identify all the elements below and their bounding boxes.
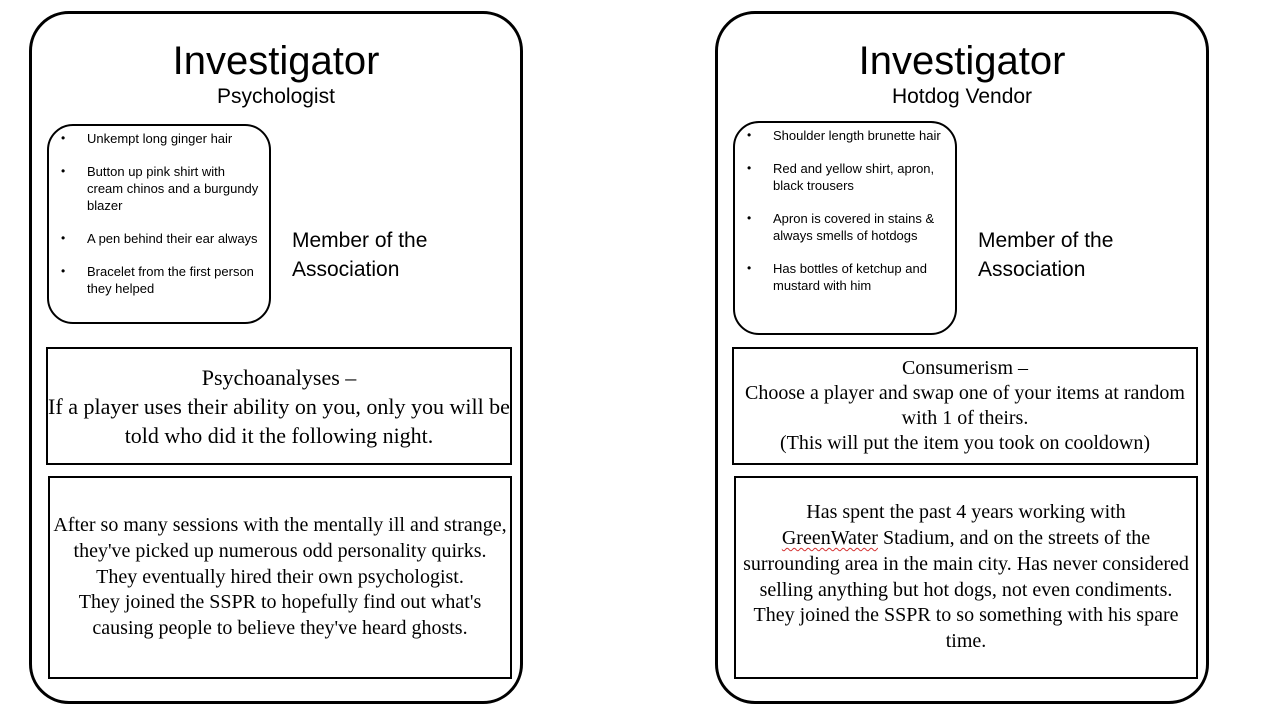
ability-box: [46, 347, 512, 465]
membership-label: Member of the Association: [978, 229, 1114, 281]
trait-item: • Button up pink shirt with cream chinos and a burgundy blazer: [61, 164, 259, 213]
ability-note: (This will put the item you took on cooldown): [780, 432, 1150, 454]
membership-label: Member of the Association: [292, 229, 428, 281]
card-title: Investigator: [858, 39, 1066, 83]
ability-box: [732, 347, 1198, 465]
bio-line: Has spent the past 4 years working with GreenWater Stadium, and on the streets of the surrounding area in the main city. Has never considered selling anything but hot dogs, not even condiments.: [743, 501, 1189, 601]
trait-item: • Has bottles of ketchup and mustard with him: [747, 261, 927, 293]
traits-list: [61, 130, 263, 297]
bio-line: They eventually hired their own psychologist.: [96, 565, 464, 588]
trait-item: • Red and yellow shirt, apron, black trousers: [747, 161, 935, 193]
ability-text: Choose a player and swap one of your items at random with 1 of theirs.: [745, 382, 1185, 429]
bio-line: After so many sessions with the mentally ill and strange, they've picked up numerous odd personality quirks.: [53, 514, 507, 562]
bio-line: They joined the SSPR to hopefully find out what's causing people to believe they've heard ghosts.: [78, 591, 482, 640]
ability-name: Psychoanalyses –: [201, 364, 357, 390]
character-card-psychologist: [29, 11, 523, 704]
trait-item: • Apron is covered in stains & always smells of hotdogs: [747, 211, 935, 243]
trait-item: • Unkempt long ginger hair: [61, 131, 233, 146]
bio-box: [48, 476, 512, 679]
trait-item: • A pen behind their ear always: [61, 231, 258, 246]
bio-box: [734, 476, 1198, 679]
traits-list: [747, 127, 949, 294]
spellcheck-flagged-word: GreenWater: [781, 526, 878, 549]
traits-box: [733, 121, 957, 335]
bio-line: They joined the SSPR to so something with his spare time.: [753, 604, 1179, 653]
traits-box: [47, 124, 271, 324]
trait-item: • Shoulder length brunette hair: [747, 128, 941, 143]
trait-item: • Bracelet from the first person they helped: [61, 264, 254, 296]
ability-text: If a player uses their ability on you, only you will be told who did it the following night.: [48, 393, 510, 448]
ability-name: Consumerism –: [901, 357, 1029, 379]
card-title: Investigator: [172, 39, 380, 83]
card-role: Psychologist: [217, 85, 335, 108]
card-role: Hotdog Vendor: [891, 85, 1033, 108]
character-card-hotdog-vendor: [715, 11, 1209, 704]
